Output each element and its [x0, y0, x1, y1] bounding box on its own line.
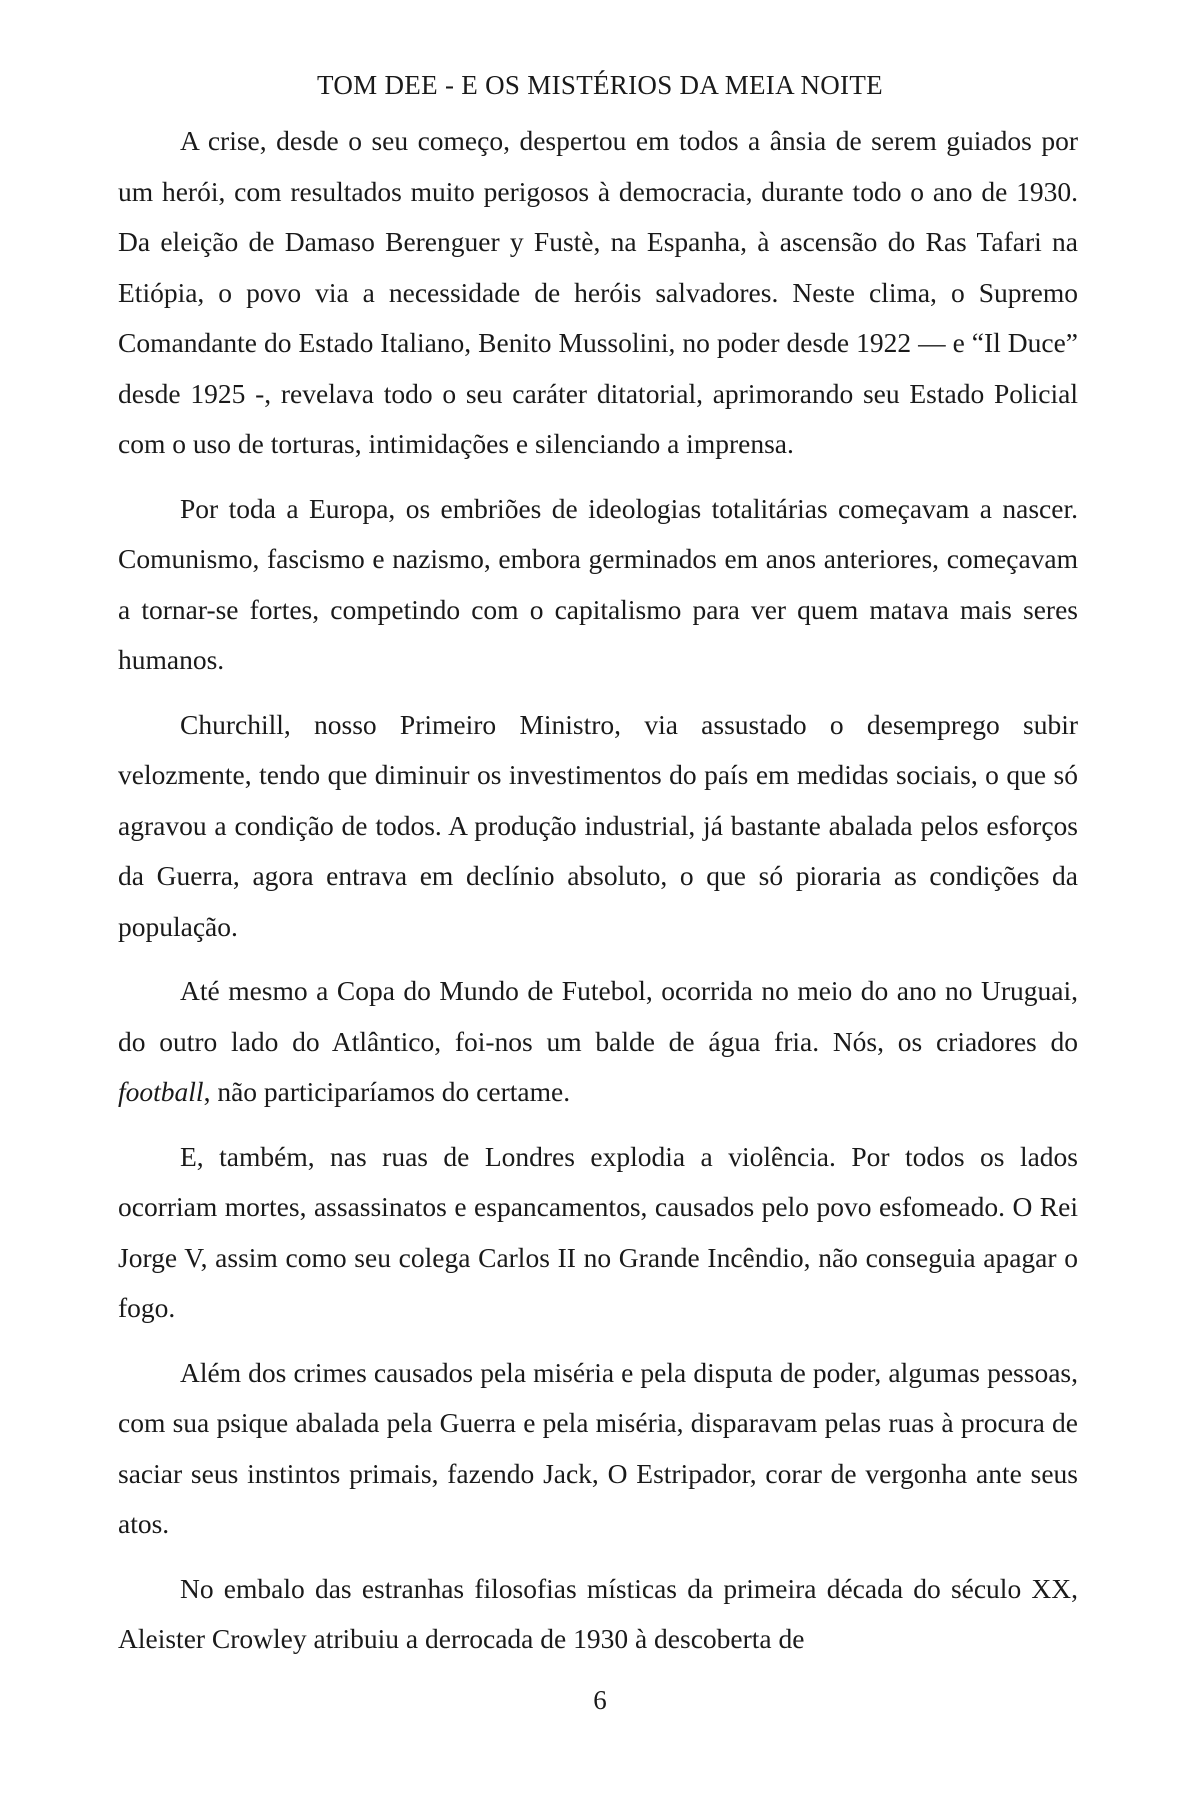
paragraph-1: A crise, desde o seu começo, despertou em todos a ânsia de serem guiados por um herói, com resultados muito perigosos à democracia, durante todo o ano de 1930. Da eleição de Damaso Berenguer y Fustè, na Espanha, à ascensão do Ras Tafari na Etiópia, o povo via a necessidade de heróis salvadores. Neste clima, o Supremo Comandante do Estado Italiano, Benito Mussolini, no poder desde 1922 — e “Il Duce” desde 1925 -, revelava todo o seu caráter ditatorial, aprimorando seu Estado Policial com o uso de torturas, intimidações e silenciando a imprensa.: [118, 125, 1078, 459]
paragraph-5: E, também, nas ruas de Londres explodia a violência. Por todos os lados ocorriam mortes, assassinatos e espancamentos, causados pelo povo esfomeado. O Rei Jorge V, assim como seu colega Carlos II no Grande Incêndio, não conseguia apagar o fogo.: [118, 1140, 1078, 1323]
paragraph-4-text-after: , não participaríamos do certame.: [203, 1076, 571, 1107]
paragraph-4-text-before: Até mesmo a Copa do Mundo de Futebol, ocorrida no meio do ano no Uruguai, do outro lado do Atlântico, foi-nos um balde de água fria. Nós, os criadores do: [118, 975, 1078, 1057]
page-number: 6: [593, 1685, 607, 1715]
paragraph-3: Churchill, nosso Primeiro Ministro, via assustado o desemprego subir velozmente, tendo que diminuir os investimentos do país em medidas sociais, o que só agravou a condição de todos. A produção industrial, já bastante abalada pelos esforços da Guerra, agora entrava em declínio absoluto, o que só pioraria as condições da população.: [118, 708, 1078, 942]
paragraph-4-italic-term: football: [118, 1076, 204, 1107]
paragraph-6: Além dos crimes causados pela miséria e pela disputa de poder, algumas pessoas, com sua psique abalada pela Guerra e pela miséria, disparavam pelas ruas à procura de saciar seus instintos primais, fazendo Jack, O Estripador, corar de vergonha ante seus atos.: [118, 1356, 1078, 1539]
running-header: TOM DEE - E OS MISTÉRIOS DA MEIA NOITE: [317, 70, 883, 100]
paragraph-4: [118, 966, 1078, 1118]
paragraph-2: Por toda a Europa, os embriões de ideologias totalitárias começavam a nascer. Comunismo, fascismo e nazismo, embora germinados em anos anteriores, começavam a tornar-se fortes, competindo com o capitalismo para ver quem matava mais seres humanos.: [118, 492, 1078, 675]
body-text: [118, 116, 1078, 1665]
paragraph-7: No embalo das estranhas filosofias místicas da primeira década do século XX, Aleister Crowley atribuiu a derrocada de 1930 à descoberta de: [118, 1572, 1078, 1654]
